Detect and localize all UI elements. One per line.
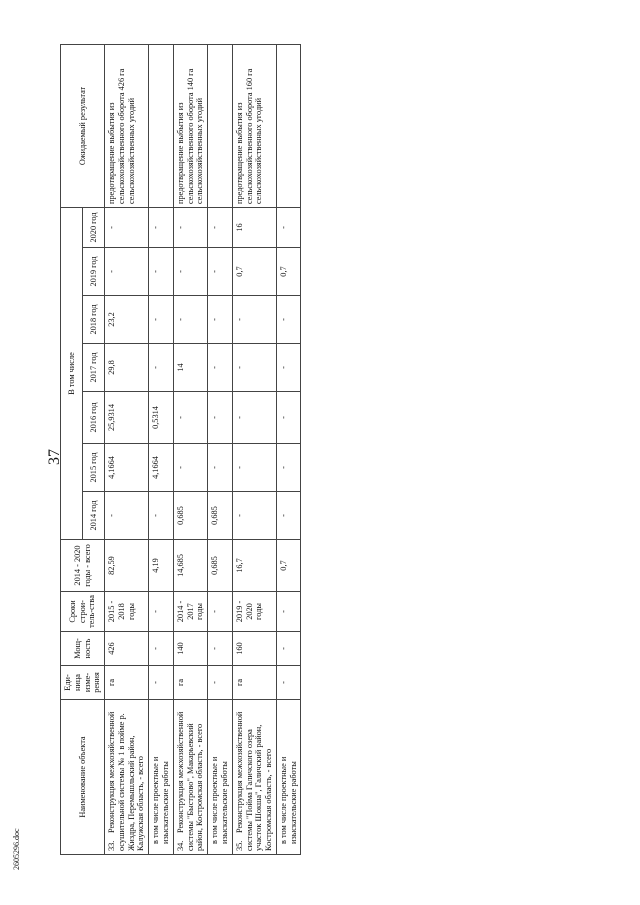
cell-year-value: -	[105, 248, 149, 296]
cell-year-value: -	[208, 392, 233, 444]
cell-total: 16,7	[232, 540, 276, 592]
cell-year-value: -	[232, 344, 276, 392]
document-code: 2605296.doc	[12, 828, 21, 870]
cell-unit: -	[276, 666, 301, 700]
cell-year-value: 0,7	[276, 248, 301, 296]
cell-terms: 2014 - 2017 годы	[173, 592, 207, 632]
table-row	[232, 44, 276, 854]
row-name-text: в том числе проектные и изыскательские работы	[210, 756, 229, 844]
cell-unit: -	[149, 666, 174, 700]
cell-year-value: -	[105, 492, 149, 540]
row-name-text: Реконструкция межхозяйственной осушительной системы № 1 в пойме р. Жиздра, Перемышльский район, Калужская область, - всего	[107, 711, 146, 851]
row-name	[105, 700, 149, 855]
cell-year-value: 0,5314	[149, 392, 174, 444]
cell-year-value: -	[208, 444, 233, 492]
investment-table	[60, 44, 301, 855]
table-row	[173, 44, 207, 854]
header-year: 2018 год	[83, 296, 105, 344]
cell-result: предотвращение выбытия из сельскохозяйственного оборота 426 га сельскохозяйственных угодий	[105, 44, 149, 207]
header-group: В том числе	[61, 207, 83, 539]
row-number: 34.	[175, 840, 185, 851]
cell-capacity: 160	[232, 632, 276, 666]
header-name: Наименование объекта	[61, 700, 105, 855]
cell-year-value: 14	[173, 344, 207, 392]
header-year: 2014 год	[83, 492, 105, 540]
row-number: 33.	[107, 840, 117, 851]
page-number: 37	[46, 449, 63, 465]
cell-result	[276, 44, 301, 207]
cell-terms: 2015 - 2018 годы	[105, 592, 149, 632]
cell-unit: га	[232, 666, 276, 700]
header-row-1	[61, 44, 83, 854]
cell-year-value: -	[276, 296, 301, 344]
header-year: 2015 год	[83, 444, 105, 492]
cell-year-value: -	[105, 207, 149, 247]
cell-year-value: -	[208, 296, 233, 344]
cell-year-value: -	[149, 492, 174, 540]
header-result: Ожидаемый результат	[61, 44, 105, 207]
row-subname	[208, 700, 233, 855]
header-total: 2014 - 2020 годы - всего	[61, 540, 105, 592]
cell-capacity: -	[276, 632, 301, 666]
cell-year-value: -	[173, 444, 207, 492]
header-year: 2020 год	[83, 207, 105, 247]
cell-year-value: 4,1664	[105, 444, 149, 492]
header-year: 2019 год	[83, 248, 105, 296]
cell-terms: -	[276, 592, 301, 632]
row-subname	[276, 700, 301, 855]
cell-total: 0,7	[276, 540, 301, 592]
cell-year-value: -	[276, 492, 301, 540]
cell-result	[149, 44, 174, 207]
row-name-text: в том числе проектные и изыскательские работы	[151, 756, 171, 844]
header-terms: Сроки строи-тель-ства	[61, 592, 105, 632]
table-row	[276, 44, 301, 854]
cell-year-value: -	[276, 392, 301, 444]
header-year: 2017 год	[83, 344, 105, 392]
row-subname	[149, 700, 174, 855]
header-capacity: Мощ-ность	[61, 632, 105, 666]
cell-capacity: -	[208, 632, 233, 666]
cell-year-value: -	[276, 344, 301, 392]
table-row	[208, 44, 233, 854]
cell-year-value: -	[208, 344, 233, 392]
row-name-text: в том числе проектные и изыскательские работы	[278, 756, 298, 844]
cell-year-value: 4,1664	[149, 444, 174, 492]
cell-unit: га	[105, 666, 149, 700]
row-name-text: Реконструкция межхозяйственной системы "Пойма Галичского озера участок Шокша", Галичский район, Костромская область, - всего	[234, 711, 274, 851]
cell-year-value: 25,9314	[105, 392, 149, 444]
cell-capacity: -	[149, 632, 174, 666]
table-row	[105, 44, 149, 854]
cell-total: 0,685	[208, 540, 233, 592]
row-number: 35.	[234, 840, 244, 851]
cell-unit: га	[173, 666, 207, 700]
cell-unit: -	[208, 666, 233, 700]
cell-year-value: 23,2	[105, 296, 149, 344]
cell-year-value: -	[149, 296, 174, 344]
cell-year-value: -	[149, 248, 174, 296]
cell-year-value: -	[276, 207, 301, 247]
row-name	[173, 700, 207, 855]
cell-year-value: 29,8	[105, 344, 149, 392]
rotated-table-container	[60, 45, 630, 855]
table-row	[149, 44, 174, 854]
cell-year-value: -	[232, 492, 276, 540]
cell-year-value: -	[232, 392, 276, 444]
cell-year-value: -	[208, 207, 233, 247]
cell-terms: -	[149, 592, 174, 632]
cell-year-value: -	[173, 207, 207, 247]
cell-year-value: -	[276, 444, 301, 492]
cell-year-value: 0,7	[232, 248, 276, 296]
cell-year-value: 16	[232, 207, 276, 247]
cell-year-value: 0,685	[173, 492, 207, 540]
cell-total: 14,685	[173, 540, 207, 592]
cell-capacity: 140	[173, 632, 207, 666]
cell-year-value: -	[173, 296, 207, 344]
row-name	[232, 700, 276, 855]
table-body	[105, 44, 301, 854]
cell-total: 4,19	[149, 540, 174, 592]
cell-year-value: -	[173, 248, 207, 296]
header-unit: Еди-ница изме-рения	[61, 666, 105, 700]
cell-year-value: -	[173, 392, 207, 444]
row-name-text: Реконструкция межхозяйственной системы "Быстрово", Макарьевский район, Костромская область, - всего	[175, 711, 205, 851]
cell-result: предотвращение выбытия из сельскохозяйственного оборота 160 га сельскохозяйственных угодий	[232, 44, 276, 207]
cell-result	[208, 44, 233, 207]
header-year: 2016 год	[83, 392, 105, 444]
cell-year-value: -	[232, 444, 276, 492]
cell-terms: 2019 - 2020 годы	[232, 592, 276, 632]
cell-year-value: -	[208, 248, 233, 296]
cell-year-value: -	[149, 207, 174, 247]
cell-year-value: -	[149, 344, 174, 392]
cell-year-value: -	[232, 296, 276, 344]
cell-result: предотвращение выбытия из сельскохозяйственного оборота 140 га сельскохозяйственных угодий	[173, 44, 207, 207]
cell-year-value: 0,685	[208, 492, 233, 540]
cell-total: 82,59	[105, 540, 149, 592]
cell-terms: -	[208, 592, 233, 632]
cell-capacity: 426	[105, 632, 149, 666]
